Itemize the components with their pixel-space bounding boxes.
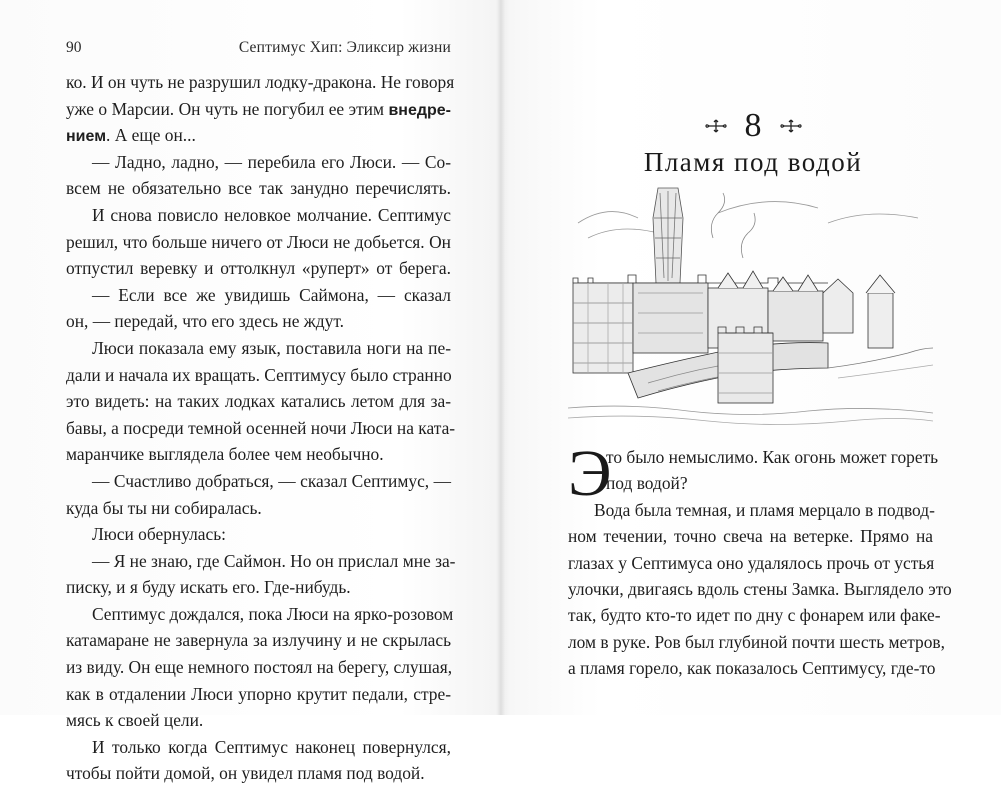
text-line bbox=[66, 282, 451, 309]
text-segment: Люси показала ему язык, поставила ноги на пе- bbox=[92, 337, 451, 358]
text-segment: — Счастливо добраться, — сказал Септимус, — bbox=[92, 470, 451, 491]
text-segment: мясь к своей цели. bbox=[66, 710, 204, 731]
text-segment: — Я не знаю, где Саймон. Но он прислал мне за- bbox=[92, 550, 456, 571]
text-line bbox=[66, 388, 451, 415]
text-line: так, будто кто-то идет по дну с фонарем или факе- bbox=[568, 605, 941, 626]
text-line bbox=[66, 574, 451, 601]
text-line bbox=[66, 96, 451, 123]
running-header bbox=[66, 39, 451, 59]
text-line: улочки, двигаясь вдоль стены Замка. Выглядело это bbox=[568, 578, 952, 599]
ornament-cross-icon bbox=[780, 119, 802, 133]
text-line bbox=[66, 308, 451, 335]
text-line bbox=[66, 760, 451, 787]
text-line bbox=[66, 122, 451, 149]
book-gutter bbox=[497, 0, 505, 715]
text-line bbox=[66, 415, 456, 442]
right-page-text bbox=[568, 437, 952, 682]
text-line bbox=[66, 734, 451, 761]
text-segment: И снова повисло неловкое молчание. Септимус bbox=[92, 204, 451, 225]
text-segment: из виду. Он еще немного постоял на берегу, слушая, bbox=[66, 657, 453, 678]
text-line bbox=[66, 175, 451, 202]
text-line: а пламя горело, как показалось Септимусу, где-то bbox=[568, 658, 936, 679]
text-segment: Люси обернулась: bbox=[92, 524, 227, 545]
text-segment: дали и начала их вращать. Септимусу было странно bbox=[66, 364, 452, 385]
castle-illustration-icon bbox=[568, 183, 933, 428]
text-line bbox=[66, 441, 451, 468]
text-line bbox=[66, 362, 451, 389]
chapter-title: Пламя под водой bbox=[643, 147, 863, 177]
text-segment: куда бы ты ни собиралась. bbox=[66, 497, 262, 518]
ornament-cross-icon bbox=[705, 119, 727, 133]
text-line bbox=[66, 707, 451, 734]
text-line: Вода была темная, и пламя мерцало в подвод- bbox=[594, 499, 935, 520]
text-segment: решил, что больше ничего от Люси не добьется. Он bbox=[66, 231, 451, 252]
text-segment: отпустил веревку и оттолкнул «руперт» от берега. bbox=[66, 258, 451, 279]
bold-word: нием bbox=[66, 128, 107, 146]
text-line bbox=[66, 202, 451, 229]
text-segment: маранчике выглядела более чем необычно. bbox=[66, 444, 384, 465]
text-segment: ко. И он чуть не разрушил лодку-дракона. Не говоря bbox=[66, 72, 455, 92]
text-line bbox=[66, 335, 451, 362]
left-page-text bbox=[66, 69, 456, 787]
text-segment: это видеть: на таких лодках катались летом для за- bbox=[66, 391, 451, 412]
text-segment: Септимус дождался, пока Люси на ярко-розовом bbox=[92, 603, 454, 624]
page-number: 90 bbox=[66, 39, 82, 56]
text-line bbox=[66, 601, 454, 628]
chapter-heading bbox=[623, 108, 883, 178]
text-segment: писку, и я буду искать его. Где-нибудь. bbox=[66, 577, 351, 598]
text-segment: — Если все же увидишь Саймона, — сказал bbox=[92, 284, 451, 305]
book-title: Септимус Хип: Эликсир жизни bbox=[238, 39, 451, 56]
text-line bbox=[66, 468, 451, 495]
text-segment: уже о Марсии. Он чуть не погубил ее этим bbox=[66, 98, 389, 119]
text-line bbox=[66, 229, 451, 256]
chapter-number: 8 bbox=[744, 107, 762, 144]
text-line bbox=[66, 654, 451, 681]
text-segment: катамаране не завернула за излучину и не скрылась bbox=[66, 630, 451, 651]
text-line bbox=[66, 69, 455, 96]
text-line bbox=[66, 627, 451, 654]
text-line bbox=[66, 255, 451, 282]
text-segment: он, — передай, что его здесь не ждут. bbox=[66, 311, 344, 332]
left-page bbox=[0, 0, 497, 784]
text-line bbox=[66, 548, 456, 575]
text-line bbox=[66, 149, 451, 176]
text-segment: . А еще он... bbox=[106, 125, 196, 146]
text-line: ном течении, точно свеча на ветерке. Прямо на bbox=[568, 526, 933, 547]
bold-word: внедре- bbox=[388, 101, 451, 119]
text-segment: чтобы пойти домой, он увидел пламя под водой. bbox=[66, 763, 425, 784]
text-segment: как в отдалении Люси упорно крутит педали, стре- bbox=[66, 683, 451, 704]
text-segment: — Ладно, ладно, — перебила его Люси. — Со- bbox=[92, 151, 451, 172]
drop-cap: Э bbox=[568, 437, 612, 510]
text-line bbox=[66, 681, 451, 708]
text-line: под водой? bbox=[606, 473, 688, 494]
text-line: глазах у Септимуса оно удалялось прочь от устья bbox=[568, 552, 935, 573]
text-line: то было немыслимо. Как огонь может гореть bbox=[606, 447, 939, 467]
right-page bbox=[505, 0, 1001, 715]
text-line bbox=[66, 521, 451, 548]
text-segment: бавы, а посреди темной осенней ночи Люси на ката- bbox=[66, 417, 456, 438]
text-segment: всем не обязательно все так занудно перечислять. bbox=[66, 178, 451, 199]
text-line: лом в руке. Ров был глубиной почти шесть метров, bbox=[568, 631, 945, 652]
text-line bbox=[66, 495, 451, 522]
text-segment: И только когда Септимус наконец повернулся, bbox=[92, 736, 451, 757]
